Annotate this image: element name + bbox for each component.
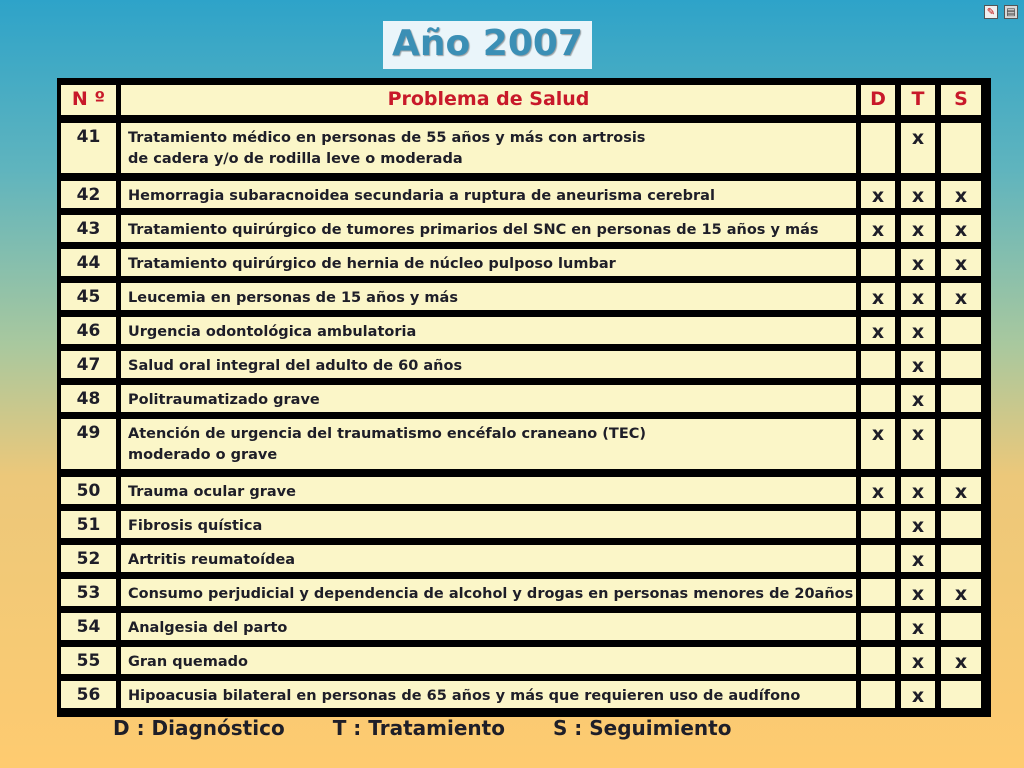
- row-description: [121, 123, 856, 173]
- row-number: 48: [61, 385, 116, 412]
- mark-tratamiento: x: [901, 613, 935, 640]
- mark-seguimiento: x: [941, 477, 981, 504]
- row-number: 42: [61, 181, 116, 208]
- row-number: 52: [61, 545, 116, 572]
- legend-seguimiento: S : Seguimiento: [552, 716, 732, 740]
- row-description: [121, 477, 856, 504]
- mark-tratamiento: x: [901, 181, 935, 208]
- description-line: Fibrosis quística: [128, 518, 263, 534]
- row-description: [121, 511, 856, 538]
- legend: [113, 716, 731, 744]
- header-problem: Problema de Salud: [121, 85, 856, 115]
- mark-diagnostico: [861, 579, 895, 606]
- row-description: [121, 579, 856, 606]
- description-line: Tratamiento quirúrgico de tumores primarios del SNC en personas de 15 años y más: [128, 222, 819, 238]
- description-line: moderado o grave: [128, 447, 278, 463]
- mark-tratamiento: x: [901, 123, 935, 173]
- mark-diagnostico: [861, 511, 895, 538]
- mark-diagnostico: x: [861, 215, 895, 242]
- description-line: Hipoacusia bilateral en personas de 65 años y más que requieren uso de audífono: [128, 688, 801, 704]
- mark-tratamiento: x: [901, 283, 935, 310]
- mark-tratamiento: x: [901, 647, 935, 674]
- header-t: T: [901, 85, 935, 115]
- description-line: Analgesia del parto: [128, 620, 288, 636]
- mark-tratamiento: x: [901, 477, 935, 504]
- description-line: Salud oral integral del adulto de 60 años: [128, 358, 463, 374]
- mark-tratamiento: x: [901, 385, 935, 412]
- mark-tratamiento: x: [901, 419, 935, 469]
- mark-diagnostico: x: [861, 419, 895, 469]
- mark-seguimiento: x: [941, 283, 981, 310]
- row-description: [121, 249, 856, 276]
- mark-seguimiento: [941, 351, 981, 378]
- mark-tratamiento: x: [901, 681, 935, 708]
- mark-seguimiento: x: [941, 249, 981, 276]
- row-number: 45: [61, 283, 116, 310]
- mark-seguimiento: [941, 681, 981, 708]
- description-line: Consumo perjudicial y dependencia de alcohol y drogas en personas menores de 20años: [128, 586, 854, 602]
- mark-diagnostico: [861, 385, 895, 412]
- mark-diagnostico: x: [861, 317, 895, 344]
- mark-tratamiento: x: [901, 317, 935, 344]
- mark-seguimiento: x: [941, 215, 981, 242]
- description-line: Leucemia en personas de 15 años y más: [128, 290, 458, 306]
- row-description: [121, 317, 856, 344]
- mark-diagnostico: [861, 545, 895, 572]
- mark-diagnostico: [861, 249, 895, 276]
- row-description: [121, 419, 856, 469]
- description-line: Urgencia odontológica ambulatoria: [128, 324, 417, 340]
- row-number: 53: [61, 579, 116, 606]
- mark-diagnostico: [861, 351, 895, 378]
- mark-seguimiento: [941, 123, 981, 173]
- row-number: 55: [61, 647, 116, 674]
- description-line: Tratamiento médico en personas de 55 años y más con artrosis: [128, 130, 646, 146]
- mark-seguimiento: [941, 545, 981, 572]
- row-number: 54: [61, 613, 116, 640]
- row-description: [121, 215, 856, 242]
- description-line: Trauma ocular grave: [128, 484, 296, 500]
- row-number: 49: [61, 419, 116, 469]
- row-description: [121, 613, 856, 640]
- mark-tratamiento: x: [901, 215, 935, 242]
- header-d: D: [861, 85, 895, 115]
- mark-diagnostico: [861, 647, 895, 674]
- description-line: Gran quemado: [128, 654, 248, 670]
- description-line: Artritis reumatoídea: [128, 552, 296, 568]
- mark-diagnostico: [861, 123, 895, 173]
- mark-seguimiento: x: [941, 647, 981, 674]
- mark-seguimiento: x: [941, 181, 981, 208]
- row-number: 46: [61, 317, 116, 344]
- description-line: Atención de urgencia del traumatismo encéfalo craneano (TEC): [128, 426, 646, 442]
- row-number: 47: [61, 351, 116, 378]
- description-line: Tratamiento quirúrgico de hernia de núcleo pulposo lumbar: [128, 256, 616, 272]
- health-problems-table: [57, 78, 991, 717]
- row-number: 50: [61, 477, 116, 504]
- mark-diagnostico: x: [861, 181, 895, 208]
- row-number: 44: [61, 249, 116, 276]
- description-line: Politraumatizado grave: [128, 392, 320, 408]
- row-description: [121, 181, 856, 208]
- mark-tratamiento: x: [901, 249, 935, 276]
- corner-icons: [984, 5, 1018, 19]
- description-line: de cadera y/o de rodilla leve o moderada: [128, 151, 463, 167]
- mark-tratamiento: x: [901, 511, 935, 538]
- legend-diagnostico: D : Diagnóstico: [113, 716, 285, 740]
- mark-tratamiento: x: [901, 579, 935, 606]
- mark-tratamiento: x: [901, 351, 935, 378]
- mark-diagnostico: [861, 681, 895, 708]
- mark-seguimiento: [941, 317, 981, 344]
- row-number: 41: [61, 123, 116, 173]
- legend-tratamiento: T : Tratamiento: [332, 716, 505, 740]
- document-icon[interactable]: ▤: [1004, 5, 1018, 19]
- description-line: Hemorragia subaracnoidea secundaria a ruptura de aneurisma cerebral: [128, 188, 715, 204]
- row-number: 51: [61, 511, 116, 538]
- pdf-icon[interactable]: ✎: [984, 5, 998, 19]
- header-s: S: [941, 85, 981, 115]
- row-description: [121, 647, 856, 674]
- mark-tratamiento: x: [901, 545, 935, 572]
- mark-diagnostico: x: [861, 477, 895, 504]
- row-description: [121, 545, 856, 572]
- mark-seguimiento: [941, 613, 981, 640]
- row-number: 56: [61, 681, 116, 708]
- row-description: [121, 385, 856, 412]
- mark-seguimiento: x: [941, 579, 981, 606]
- header-num: N º: [61, 85, 116, 115]
- row-number: 43: [61, 215, 116, 242]
- mark-seguimiento: [941, 385, 981, 412]
- row-description: [121, 283, 856, 310]
- mark-seguimiento: [941, 419, 981, 469]
- row-description: [121, 681, 856, 708]
- mark-diagnostico: [861, 613, 895, 640]
- mark-diagnostico: x: [861, 283, 895, 310]
- row-description: [121, 351, 856, 378]
- page-title: Año 2007: [383, 21, 592, 69]
- mark-seguimiento: [941, 511, 981, 538]
